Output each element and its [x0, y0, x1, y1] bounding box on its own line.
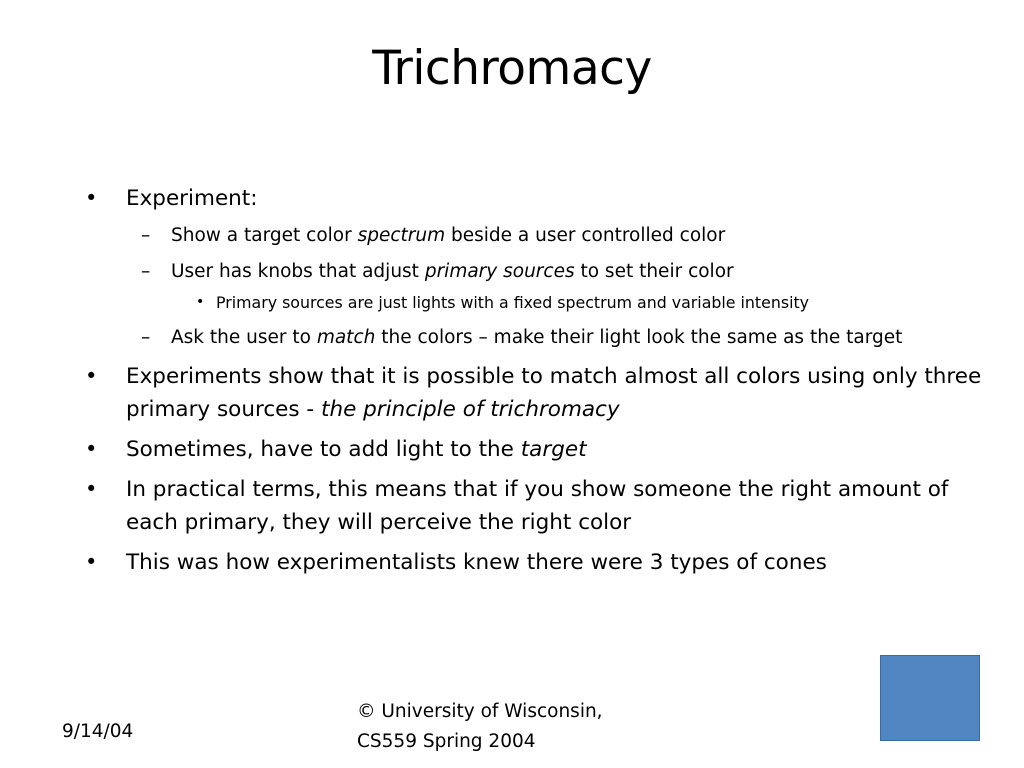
- accent-box: [880, 655, 980, 741]
- bullet-icon: •: [85, 477, 98, 501]
- bullet-item-experiment: [85, 182, 985, 353]
- bullet-icon: •: [85, 437, 98, 461]
- bullet-item-add-light: [85, 433, 985, 466]
- sub-bullet-item: [126, 221, 985, 251]
- copyright-line-2: CS559 Spring 2004: [357, 731, 536, 752]
- sub-bullet-text: Show a target color spectrum beside a user controlled color: [171, 225, 726, 246]
- footer-copyright: [357, 697, 603, 757]
- sub-bullet-text: User has knobs that adjust primary sources to set their color: [171, 261, 734, 282]
- emphasis-text: the principle of trichromacy: [321, 397, 620, 422]
- bullet-item-types-of-cones: [85, 546, 985, 579]
- sub-bullet-list: [126, 221, 985, 353]
- slide-body: [85, 182, 985, 586]
- dash-icon: –: [141, 225, 151, 246]
- bullet-icon: •: [85, 186, 98, 210]
- slide-title: Trichromacy: [372, 41, 652, 96]
- sub-bullet-text: Ask the user to match the colors – make their light look the same as the target: [171, 327, 903, 348]
- sub-sub-bullet-text: Primary sources are just lights with a fixed spectrum and variable intensity: [216, 293, 810, 312]
- dash-icon: –: [141, 261, 151, 282]
- bullet-list: [85, 182, 985, 579]
- sub-bullet-item: [126, 323, 985, 353]
- copyright-line-1: © University of Wisconsin,: [357, 701, 603, 722]
- dash-icon: –: [141, 327, 151, 348]
- bullet-icon: •: [85, 364, 98, 388]
- bullet-text: In practical terms, this means that if you show someone the right amount of each primary, they will perceive the right color: [126, 477, 949, 535]
- sub-sub-bullet-list: [171, 291, 985, 315]
- bullet-text: Experiment:: [126, 186, 258, 211]
- emphasis-text: spectrum: [357, 225, 446, 246]
- footer-date: 9/14/04: [62, 721, 134, 742]
- bullet-text: Sometimes, have to add light to the target: [126, 437, 587, 462]
- sub-sub-bullet-item: [171, 291, 985, 315]
- emphasis-text: target: [520, 437, 587, 462]
- bullet-icon: •: [85, 550, 98, 574]
- bullet-item-practical-terms: [85, 473, 985, 539]
- sub-bullet-item: [126, 257, 985, 315]
- bullet-text: Experiments show that it is possible to match almost all colors using only three primary sources - the principle of trichromacy: [126, 364, 982, 422]
- bullet-text: This was how experimentalists knew there were 3 types of cones: [126, 550, 827, 575]
- emphasis-text: primary sources: [424, 261, 575, 282]
- bullet-icon: •: [196, 294, 205, 310]
- emphasis-text: match: [316, 327, 376, 348]
- bullet-item-experiments-show: [85, 360, 985, 426]
